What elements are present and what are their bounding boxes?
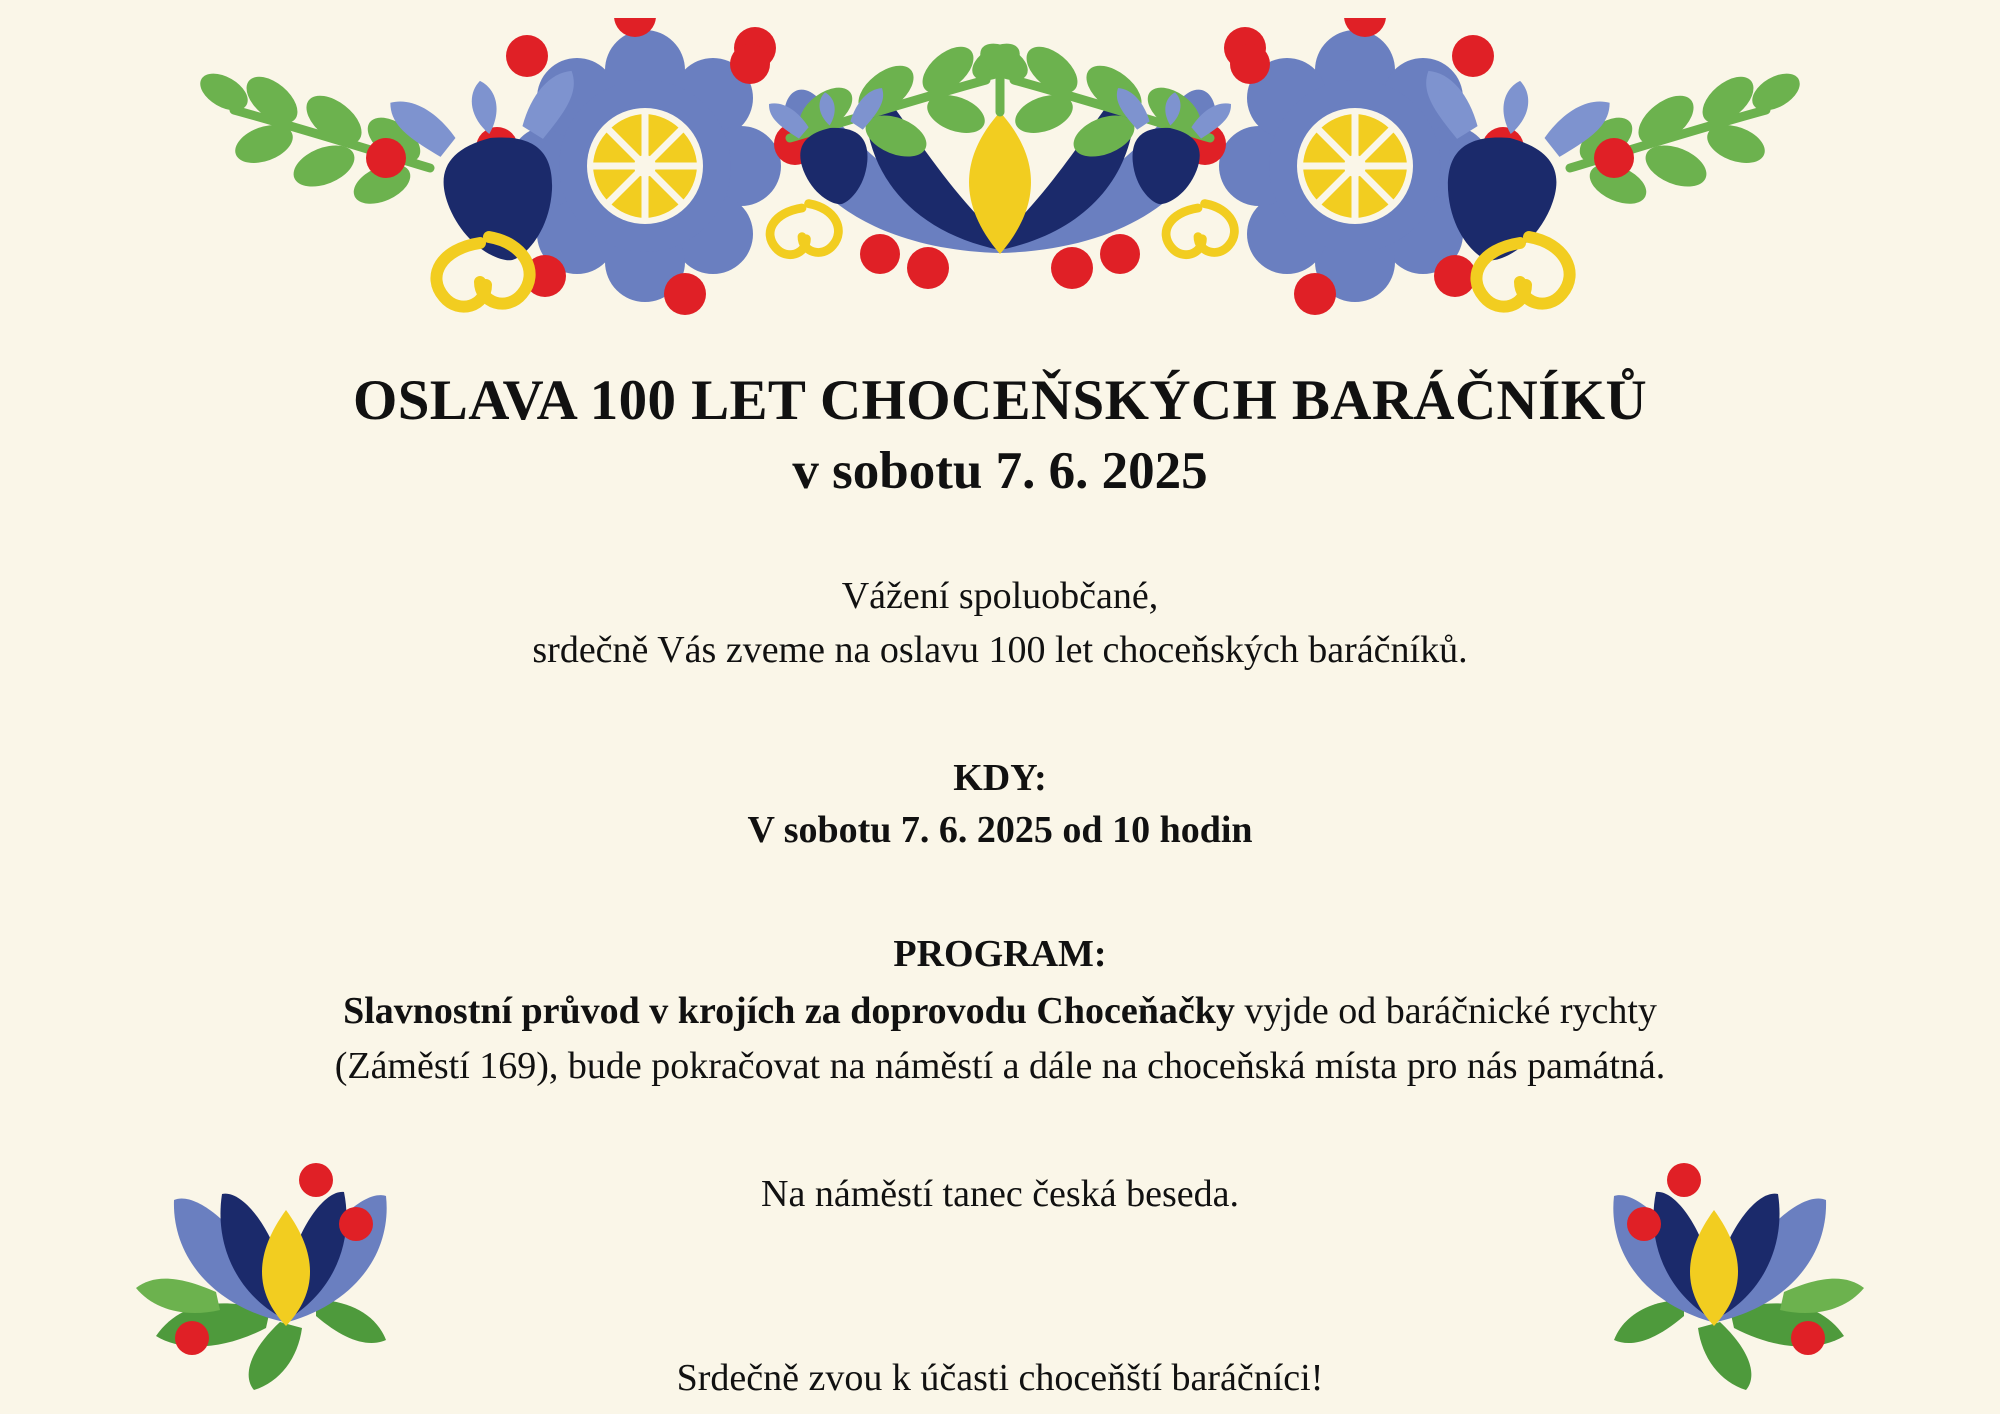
greeting-block xyxy=(0,570,2000,678)
when-heading: KDY: xyxy=(953,756,1047,799)
page-title: OSLAVA 100 LET CHOCEŇSKÝCH BARÁČNÍKŮ xyxy=(352,369,1648,432)
when-value: V sobotu 7. 6. 2025 od 10 hodin xyxy=(747,808,1253,851)
folk-tulip-motif-left-icon xyxy=(120,1060,450,1390)
page-subtitle: v sobotu 7. 6. 2025 xyxy=(792,442,1208,501)
dance-line: Na náměstí tanec česká beseda. xyxy=(761,1172,1239,1215)
program-highlight: Slavnostní průvod v krojích za doprovodu Choceňačky xyxy=(343,989,1235,1032)
folk-floral-band-ornament-icon xyxy=(190,18,1810,348)
program-heading: PROGRAM: xyxy=(893,932,1107,975)
folk-tulip-motif-right-icon xyxy=(1550,1060,1880,1390)
greeting-line-2: srdečně Vás zveme na oslavu 100 let choceňských baráčníků. xyxy=(532,628,1468,671)
program-rest: vyjde od baráčnické rychty (Záměstí 169), bude pokračovat na náměstí a dále na choceňská místa pro nás památná. xyxy=(334,989,1666,1087)
program-body xyxy=(290,984,1710,1094)
closing-line: Srdečně zvou k účasti choceňští baráčníci! xyxy=(676,1356,1324,1399)
greeting-line-1: Vážení spoluobčané, xyxy=(841,574,1159,617)
